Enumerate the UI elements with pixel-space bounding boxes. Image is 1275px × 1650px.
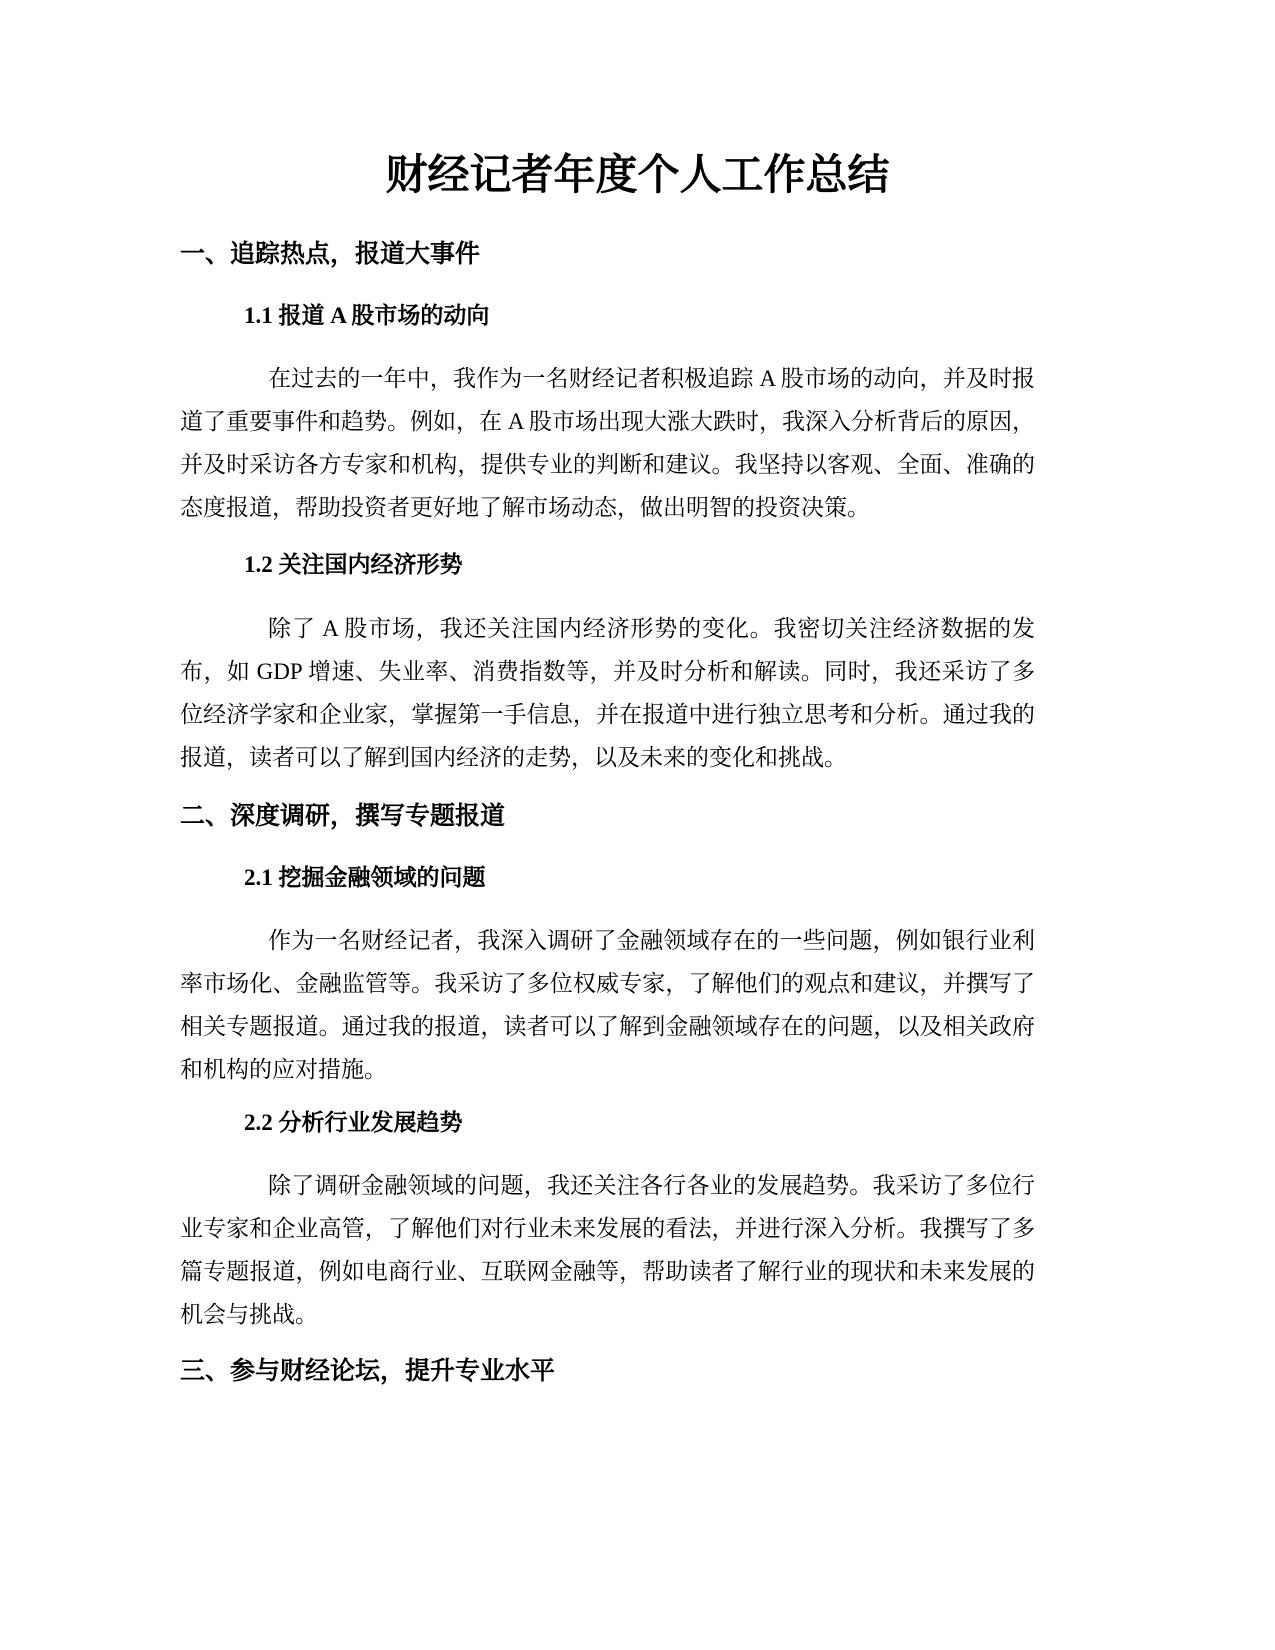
subsection-heading-1-1: 1.1 报道 A 股市场的动向 [244, 303, 490, 328]
subsection-heading-2-2: 2.2 分析行业发展趋势 [244, 1110, 463, 1135]
document-title: 财经记者年度个人工作总结 [385, 150, 890, 199]
section-heading-2: 二、深度调研，撰写专题报道 [180, 801, 506, 830]
section-heading-3: 三、参与财经论坛，提升专业水平 [180, 1356, 556, 1385]
section-heading-1: 一、追踪热点，报道大事件 [180, 239, 481, 268]
paragraph-2-2: 除了调研金融领域的问题，我还关注各行各业的发展趋势。我采访了多位行业专家和企业高管，了解他们对行业未来发展的看法，并进行深入分析。我撰写了多篇专题报道，例如电商行业、互联网金融等，帮助读者了解行业的现状和未来发展的机会与挑战。 [180, 1173, 1035, 1327]
paragraph-1-2: 除了 A 股市场，我还关注国内经济形势的变化。我密切关注经济数据的发布，如 GDP 增速、失业率、消费指数等，并及时分析和解读。同时，我还采访了多位经济学家和企业家，掌握第一手信息，并在报道中进行独立思考和分析。通过我的报道，读者可以了解到国内经济的走势，以及未来的变化和挑战。 [180, 616, 1035, 770]
subsection-heading-2-1: 2.1 挖掘金融领域的问题 [244, 865, 486, 890]
paragraph-1-1: 在过去的一年中，我作为一名财经记者积极追踪 A 股市场的动向，并及时报道了重要事件和趋势。例如，在 A 股市场出现大涨大跌时，我深入分析背后的原因，并及时采访各方专家和机构，提供专业的判断和建议。我坚持以客观、全面、准确的态度报道，帮助投资者更好地了解市场动态，做出明智的投资决策。 [180, 366, 1035, 520]
paragraph-2-1: 作为一名财经记者，我深入调研了金融领域存在的一些问题，例如银行业利率市场化、金融监管等。我采访了多位权威专家，了解他们的观点和建议，并撰写了相关专题报道。通过我的报道，读者可以了解到金融领域存在的问题，以及相关政府和机构的应对措施。 [180, 928, 1035, 1082]
subsection-heading-1-2: 1.2 关注国内经济形势 [244, 552, 463, 577]
